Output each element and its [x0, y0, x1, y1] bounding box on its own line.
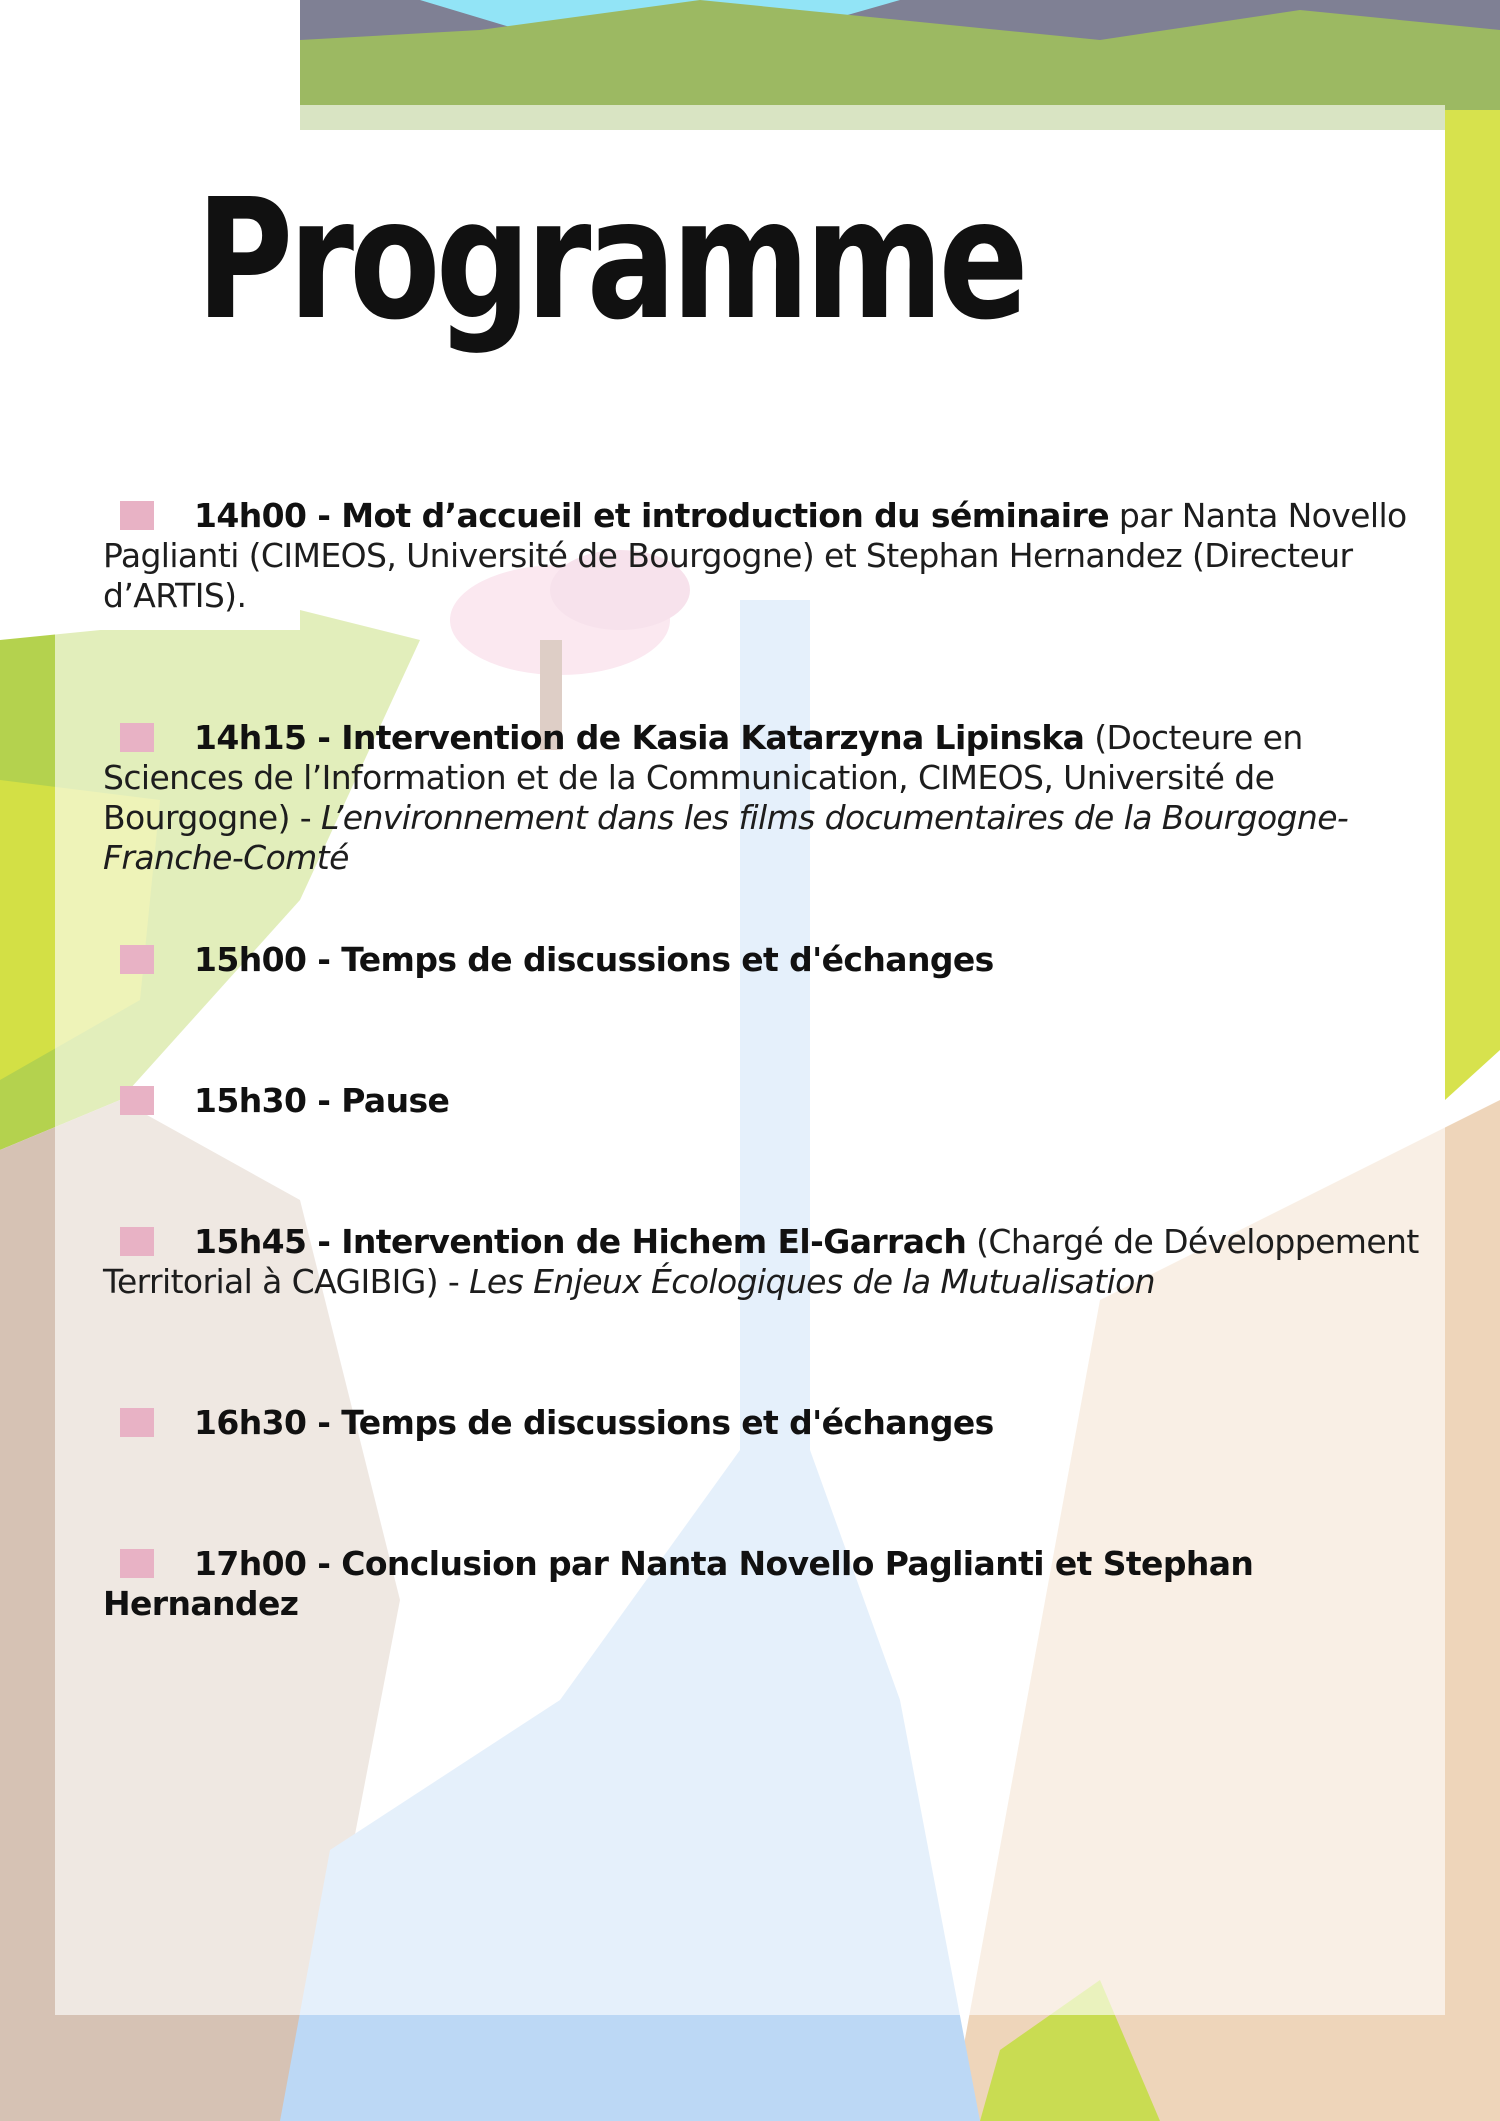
- item-time: 15h30: [194, 1081, 307, 1120]
- square-bullet-icon: [120, 1086, 154, 1115]
- program-item-1: 14h00 - Mot d’accueil et introduction du séminaire par Nanta Novello Paglianti (CIMEOS, Université de Bourgogne) et Stephan Hernandez (Directeur d’ARTIS).: [103, 496, 1407, 615]
- item-time: 14h15: [194, 718, 307, 757]
- square-bullet-icon: [120, 1549, 154, 1578]
- item-title: Intervention de Kasia Katarzyna Lipinska: [341, 718, 1085, 757]
- program-item-3: 15h00 - Temps de discussions et d'échanges: [103, 940, 1433, 980]
- item-time: 16h30: [194, 1403, 307, 1442]
- item-title: Pause: [341, 1081, 450, 1120]
- square-bullet-icon: [120, 723, 154, 752]
- item-title: Conclusion par Nanta Novello Paglianti et Stephan Hernandez: [103, 1544, 1254, 1623]
- page-title: Programme: [196, 164, 1024, 357]
- item-talk-title: Les Enjeux Écologiques de la Mutualisation: [469, 1262, 1155, 1301]
- item-title: Mot d’accueil et introduction du séminaire: [341, 496, 1109, 535]
- square-bullet-icon: [120, 501, 154, 530]
- program-item-7: 17h00 - Conclusion par Nanta Novello Paglianti et Stephan Hernandez: [103, 1544, 1254, 1623]
- program-item-6: 16h30 - Temps de discussions et d'échanges: [103, 1403, 1433, 1443]
- item-time: 17h00: [194, 1544, 307, 1583]
- item-details: (Chargé de Développement Territorial à CAGIBIG) -: [103, 1222, 1419, 1301]
- program-item-4: 15h30 - Pause: [103, 1081, 1433, 1121]
- item-time: 15h45: [194, 1222, 307, 1261]
- item-details: (Docteure en Sciences de l’Information et de la Communication, CIMEOS, Université de Bourgogne) -: [103, 718, 1303, 837]
- item-time: 14h00: [194, 496, 307, 535]
- program-item-2: 14h15 - Intervention de Kasia Katarzyna Lipinska (Docteure en Sciences de l’Information et de la Communication, CIMEOS, Université de Bourgogne) - L’environnement dans les films documentaires de la Bourgogne-Franche-Comté: [103, 718, 1349, 877]
- item-title: Temps de discussions et d'échanges: [341, 940, 994, 979]
- square-bullet-icon: [120, 945, 154, 974]
- program-item-5: 15h45 - Intervention de Hichem El-Garrach (Chargé de Développement Territorial à CAGIBIG) - Les Enjeux Écologiques de la Mutualisation: [103, 1222, 1419, 1301]
- item-talk-title: L’environnement dans les films documentaires de la Bourgogne-Franche-Comté: [103, 798, 1349, 877]
- item-title: Intervention de Hichem El-Garrach: [341, 1222, 967, 1261]
- square-bullet-icon: [120, 1408, 154, 1437]
- item-details: par Nanta Novello Paglianti (CIMEOS, Université de Bourgogne) et Stephan Hernandez (Directeur d’ARTIS).: [103, 496, 1407, 615]
- square-bullet-icon: [120, 1227, 154, 1256]
- item-title: Temps de discussions et d'échanges: [341, 1403, 994, 1442]
- item-time: 15h00: [194, 940, 307, 979]
